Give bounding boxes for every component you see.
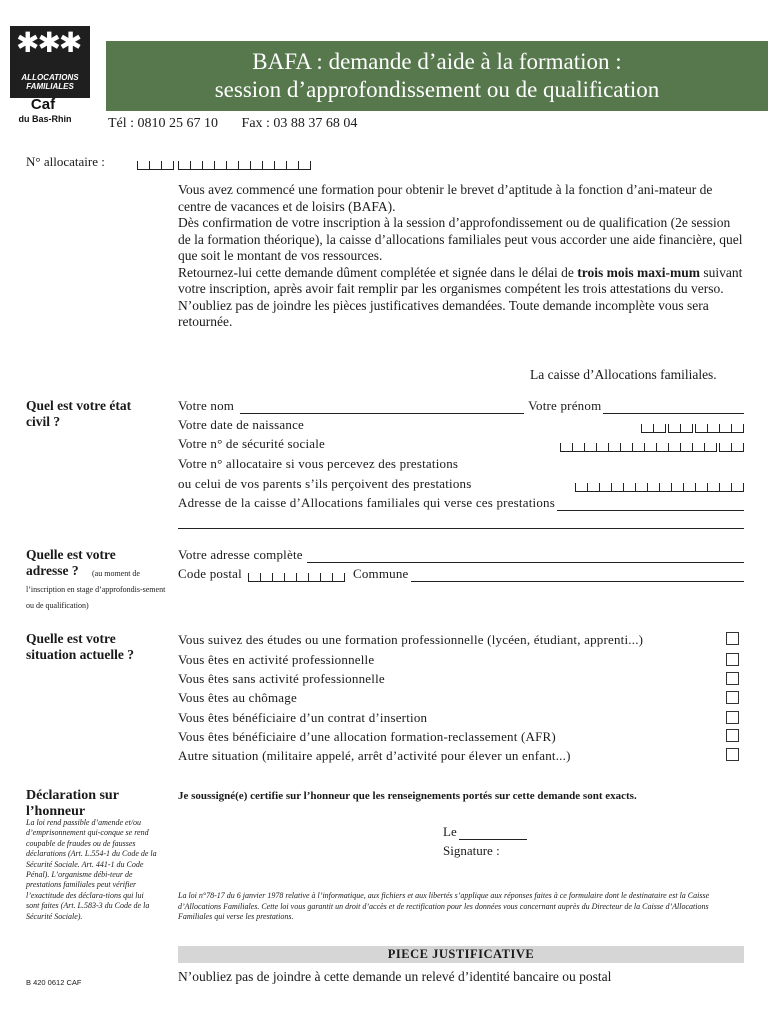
row-alloc-parents: [178, 476, 744, 492]
label-naissance: Votre date de naissance: [178, 417, 305, 432]
title-line2: session d’approfondissement ou de qualification: [214, 77, 660, 102]
situation-option: Autre situation (militaire appelé, arrêt d’activité pour élever un enfant...): [178, 748, 571, 763]
input-prenom[interactable]: [603, 402, 744, 414]
legal-notice-fraud: La loi rend passible d’amende et/ou d’emprisonnement qui-conque se rend coupable de fraudes ou de fausses déclarations (Art. L.554-1 du Code de la Sécurité Sociale. Art. 441-1 du Code Pénal). L’organisme débi-teur de prestations familiales peut vérifier l’exactitude des déclara-tions qui lui sont faites (Art. L.583-3 du Code de la Sécurité Sociale).: [26, 818, 157, 921]
situation-option: Vous suivez des études ou une formation professionnelle (lycéen, étudiant, apprenti...): [178, 632, 644, 647]
input-secu[interactable]: [560, 441, 717, 452]
allocataire-boxes[interactable]: [178, 159, 311, 170]
intro-p3-b: suivant votre inscription, après avoir fait remplir par les organismes compétent les trois attestations du verso.: [178, 264, 743, 296]
intro-p4: N’oubliez pas de joindre les pièces justificatives demandées. Toute demande incomplète vous sera retournée.: [178, 297, 709, 329]
row-code-postal: [178, 566, 744, 582]
allocataire-boxes-prefix[interactable]: [137, 159, 174, 170]
row-adresse-caisse: [178, 495, 744, 511]
label-prenom: Votre prénom: [528, 398, 602, 413]
label-secu: Votre n° de sécurité sociale: [178, 436, 326, 451]
input-secu-key[interactable]: [719, 441, 744, 452]
situation-option: Vous êtes en activité professionnelle: [178, 652, 375, 667]
label-signature: Signature :: [443, 843, 500, 858]
situation-checkbox[interactable]: [726, 748, 739, 761]
intro-p3-a: Retournez-lui cette demande dûment complétée et signée dans le délai de: [178, 264, 578, 280]
fax: Fax : 03 88 37 68 04: [241, 116, 358, 131]
label-code-postal: Code postal: [178, 566, 242, 581]
situation-checkbox[interactable]: [726, 672, 739, 685]
section-adresse-title: Quelle est votre adresse ?: [26, 547, 116, 578]
section-etat-civil-title: Quel est votre état civil ?: [26, 398, 132, 429]
intro-text: [178, 182, 744, 331]
situation-checkbox[interactable]: [726, 653, 739, 666]
input-nom[interactable]: [240, 402, 524, 414]
intro-p1: Vous avez commencé une formation pour obtenir le brevet d’aptitude à la fonction d’ani-mateur de centre de vacances et de loisirs (BAFA).: [178, 182, 713, 214]
input-naissance-month[interactable]: [668, 422, 693, 433]
logo-dept: du Bas-Rhin: [18, 114, 72, 124]
input-adresse-caisse-line2[interactable]: [178, 528, 744, 529]
row-date: [443, 824, 527, 840]
section-declaration-title: Déclaration sur l’honneur: [26, 788, 119, 819]
logo-brand: Caf: [30, 96, 56, 113]
row-naissance: [178, 417, 744, 433]
situation-option: Vous êtes bénéficiaire d’une allocation formation-reclassement (AFR): [178, 729, 556, 744]
row-nom-prenom: [178, 398, 744, 414]
piece-justificative-title: PIECE JUSTIFICATIVE: [178, 946, 744, 963]
form-reference: B 420 0612 CAF: [26, 978, 82, 987]
section-situation-title: Quelle est votre situation actuelle ?: [26, 631, 134, 662]
caf-logo: [10, 26, 90, 130]
logo-org-line2: FAMILIALES: [26, 82, 74, 91]
intro-p3-bold: trois mois maxi-mum: [577, 264, 700, 280]
situation-checkbox[interactable]: [726, 711, 739, 724]
situation-option: Vous êtes sans activité professionnelle: [178, 671, 385, 686]
title-line1: BAFA : demande d’aide à la formation :: [252, 49, 622, 74]
piece-justificative-text: N’oubliez pas de joindre à cette demande un relevé d’identité bancaire ou postal: [178, 969, 612, 984]
situation-checkbox[interactable]: [726, 632, 739, 645]
situation-checkbox[interactable]: [726, 691, 739, 704]
input-naissance-day[interactable]: [641, 422, 666, 433]
input-adresse-complete[interactable]: [307, 551, 744, 563]
allocataire-label: N° allocataire :: [26, 154, 105, 169]
label-adresse-complete: Votre adresse complète: [178, 547, 303, 562]
situation-option: Vous êtes bénéficiaire d’un contrat d’insertion: [178, 710, 428, 725]
family-figures-icon: ✱✱✱: [16, 28, 81, 59]
row-secu: [178, 436, 744, 452]
input-commune[interactable]: [411, 570, 744, 582]
situation-checkbox[interactable]: [726, 729, 739, 742]
label-alloc-prestations: Votre n° allocataire si vous percevez des prestations: [178, 456, 459, 471]
row-adresse-complete: [178, 547, 744, 563]
label-adresse-caisse: Adresse de la caisse d’Allocations familiales qui verse ces prestations: [178, 495, 556, 510]
logo-org-line1: ALLOCATIONS: [21, 73, 79, 82]
intro-p2: Dès confirmation de votre inscription à la session d’approfondissement ou de qualification (2e session de la formation théorique), la caisse d’allocations familiales peut vous accorder une aide financière, quel que soit le montant de vos ressources.: [178, 215, 743, 263]
caf-signoff: La caisse d’Allocations familiales.: [530, 367, 717, 382]
label-nom: Votre nom: [178, 398, 235, 413]
label-alloc-parents: ou celui de vos parents s’ils perçoivent des prestations: [178, 476, 472, 491]
input-alloc-parents[interactable]: [575, 481, 744, 492]
legal-notice-cnil: La loi n°78-17 du 6 janvier 1978 relative à l’informatique, aux fichiers et aux libertés s’applique aux réponses faites à ce formulaire dont le destinataire est la Caisse d’Allocations Familiales. Cette loi vous garantit un droit d’accès et de rectification pour les données vous concernant auprès du Directeur de la Caisse d’Allocations Familiales qui verse les prestations.: [178, 891, 710, 922]
title-banner: [106, 41, 768, 111]
phone: Tél : 0810 25 67 10: [108, 116, 219, 131]
input-adresse-caisse[interactable]: [557, 499, 744, 511]
contact-line: [108, 116, 377, 132]
declaration-statement: Je soussigné(e) certifie sur l’honneur que les renseignements portés sur cette demande sont exacts.: [178, 790, 637, 802]
input-naissance-year[interactable]: [695, 422, 744, 433]
label-commune: Commune: [352, 566, 409, 581]
allocataire-row: [26, 154, 311, 170]
label-le: Le: [443, 824, 457, 839]
adresse-note: (au moment de l’inscription en stage d’approfondis-sement ou de qualification): [26, 569, 166, 610]
input-code-postal[interactable]: [248, 571, 345, 582]
input-date[interactable]: [459, 828, 527, 840]
situation-option: Vous êtes au chômage: [178, 690, 297, 705]
